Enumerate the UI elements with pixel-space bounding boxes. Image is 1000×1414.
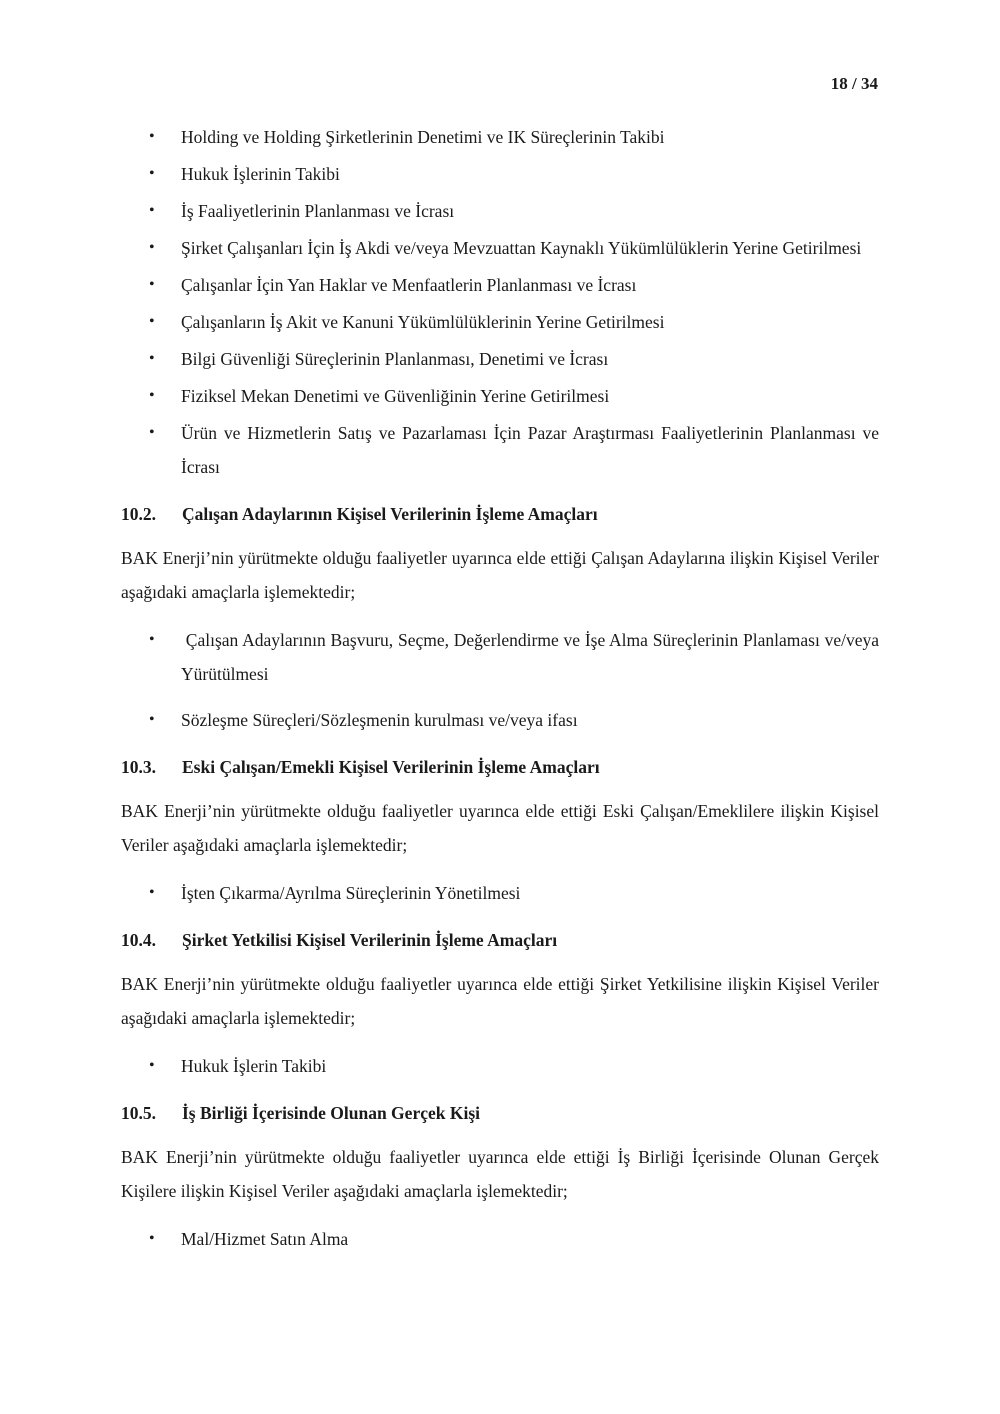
section-number: 10.3.	[121, 757, 156, 777]
bullet-icon: •	[149, 239, 155, 256]
document-body	[121, 120, 883, 1259]
section-heading-10-3	[121, 750, 879, 784]
list-item: • Çalışan Adaylarının Başvuru, Seçme, Değerlendirme ve İşe Alma Süreçlerinin Planlaması ve/veya Yürütülmesi	[121, 623, 879, 691]
purpose-list-top	[121, 120, 879, 484]
bullet-icon: •	[149, 313, 155, 330]
bullet-icon: •	[149, 202, 155, 219]
bullet-icon: •	[149, 631, 155, 648]
section-intro: BAK Enerji’nin yürütmekte olduğu faaliyetler uyarınca elde ettiği İş Birliği İçerisinde Olunan Gerçek Kişilere ilişkin Kişisel Veriler aşağıdaki amaçlarla işlemektedir;	[121, 1147, 879, 1201]
section-number: 10.2.	[121, 504, 156, 524]
bullet-icon: •	[149, 711, 155, 728]
section-number: 10.5.	[121, 1103, 156, 1123]
list-item: • Hukuk İşlerinin Takibi	[121, 157, 879, 191]
list-item: • Çalışanlar İçin Yan Haklar ve Menfaatlerin Planlanması ve İcrası	[121, 268, 879, 302]
bullet-icon: •	[149, 276, 155, 293]
page-number: 18 / 34	[830, 74, 878, 93]
section-title: Çalışan Adaylarının Kişisel Verilerinin İşleme Amaçları	[182, 504, 598, 524]
section-heading-10-4	[121, 923, 879, 957]
bullet-icon: •	[149, 1057, 155, 1074]
bullet-icon: •	[149, 1230, 155, 1247]
list-item: • Hukuk İşlerin Takibi	[121, 1049, 879, 1083]
bullet-icon: •	[149, 128, 155, 145]
section-title: İş Birliği İçerisinde Olunan Gerçek Kişi	[182, 1103, 480, 1123]
section-title: Şirket Yetkilisi Kişisel Verilerinin İşleme Amaçları	[182, 930, 558, 950]
list-item: • Şirket Çalışanları İçin İş Akdi ve/veya Mevzuattan Kaynaklı Yükümlülüklerin Yerine Getirilmesi	[121, 231, 879, 265]
list-item: • Mal/Hizmet Satın Alma	[121, 1222, 879, 1256]
section-title: Eski Çalışan/Emekli Kişisel Verilerinin İşleme Amaçları	[182, 757, 600, 777]
section-intro: BAK Enerji’nin yürütmekte olduğu faaliyetler uyarınca elde ettiği Şirket Yetkilisine ilişkin Kişisel Veriler aşağıdaki amaçlarla işlemektedir;	[121, 974, 879, 1028]
section-number: 10.4.	[121, 930, 156, 950]
bullet-icon: •	[149, 387, 155, 404]
section-heading-10-5	[121, 1096, 879, 1130]
purpose-list-10-2	[121, 623, 883, 737]
list-item: • Ürün ve Hizmetlerin Satış ve Pazarlaması İçin Pazar Araştırması Faaliyetlerinin Planlanması ve İcrası	[121, 416, 879, 484]
list-item: • Fiziksel Mekan Denetimi ve Güvenliğinin Yerine Getirilmesi	[121, 379, 879, 413]
list-item: • Sözleşme Süreçleri/Sözleşmenin kurulması ve/veya ifası	[121, 703, 879, 737]
section-heading-10-2	[121, 497, 879, 531]
section-intro: BAK Enerji’nin yürütmekte olduğu faaliyetler uyarınca elde ettiği Eski Çalışan/Emeklilere ilişkin Kişisel Veriler aşağıdaki amaçlarla işlemektedir;	[121, 801, 879, 855]
bullet-icon: •	[149, 350, 155, 367]
list-item: • İşten Çıkarma/Ayrılma Süreçlerinin Yönetilmesi	[121, 876, 879, 910]
purpose-list-10-3	[121, 876, 879, 910]
list-item: • İş Faaliyetlerinin Planlanması ve İcrası	[121, 194, 879, 228]
purpose-list-10-4	[121, 1049, 879, 1083]
list-item: • Bilgi Güvenliği Süreçlerinin Planlanması, Denetimi ve İcrası	[121, 342, 879, 376]
purpose-list-10-5	[121, 1222, 879, 1256]
bullet-icon: •	[149, 424, 155, 441]
list-item: • Çalışanların İş Akit ve Kanuni Yükümlülüklerinin Yerine Getirilmesi	[121, 305, 879, 339]
bullet-icon: •	[149, 884, 155, 901]
section-intro: BAK Enerji’nin yürütmekte olduğu faaliyetler uyarınca elde ettiği Çalışan Adaylarına ilişkin Kişisel Veriler aşağıdaki amaçlarla işlemektedir;	[121, 548, 879, 602]
bullet-icon: •	[149, 165, 155, 182]
list-item: • Holding ve Holding Şirketlerinin Denetimi ve IK Süreçlerinin Takibi	[121, 120, 879, 154]
